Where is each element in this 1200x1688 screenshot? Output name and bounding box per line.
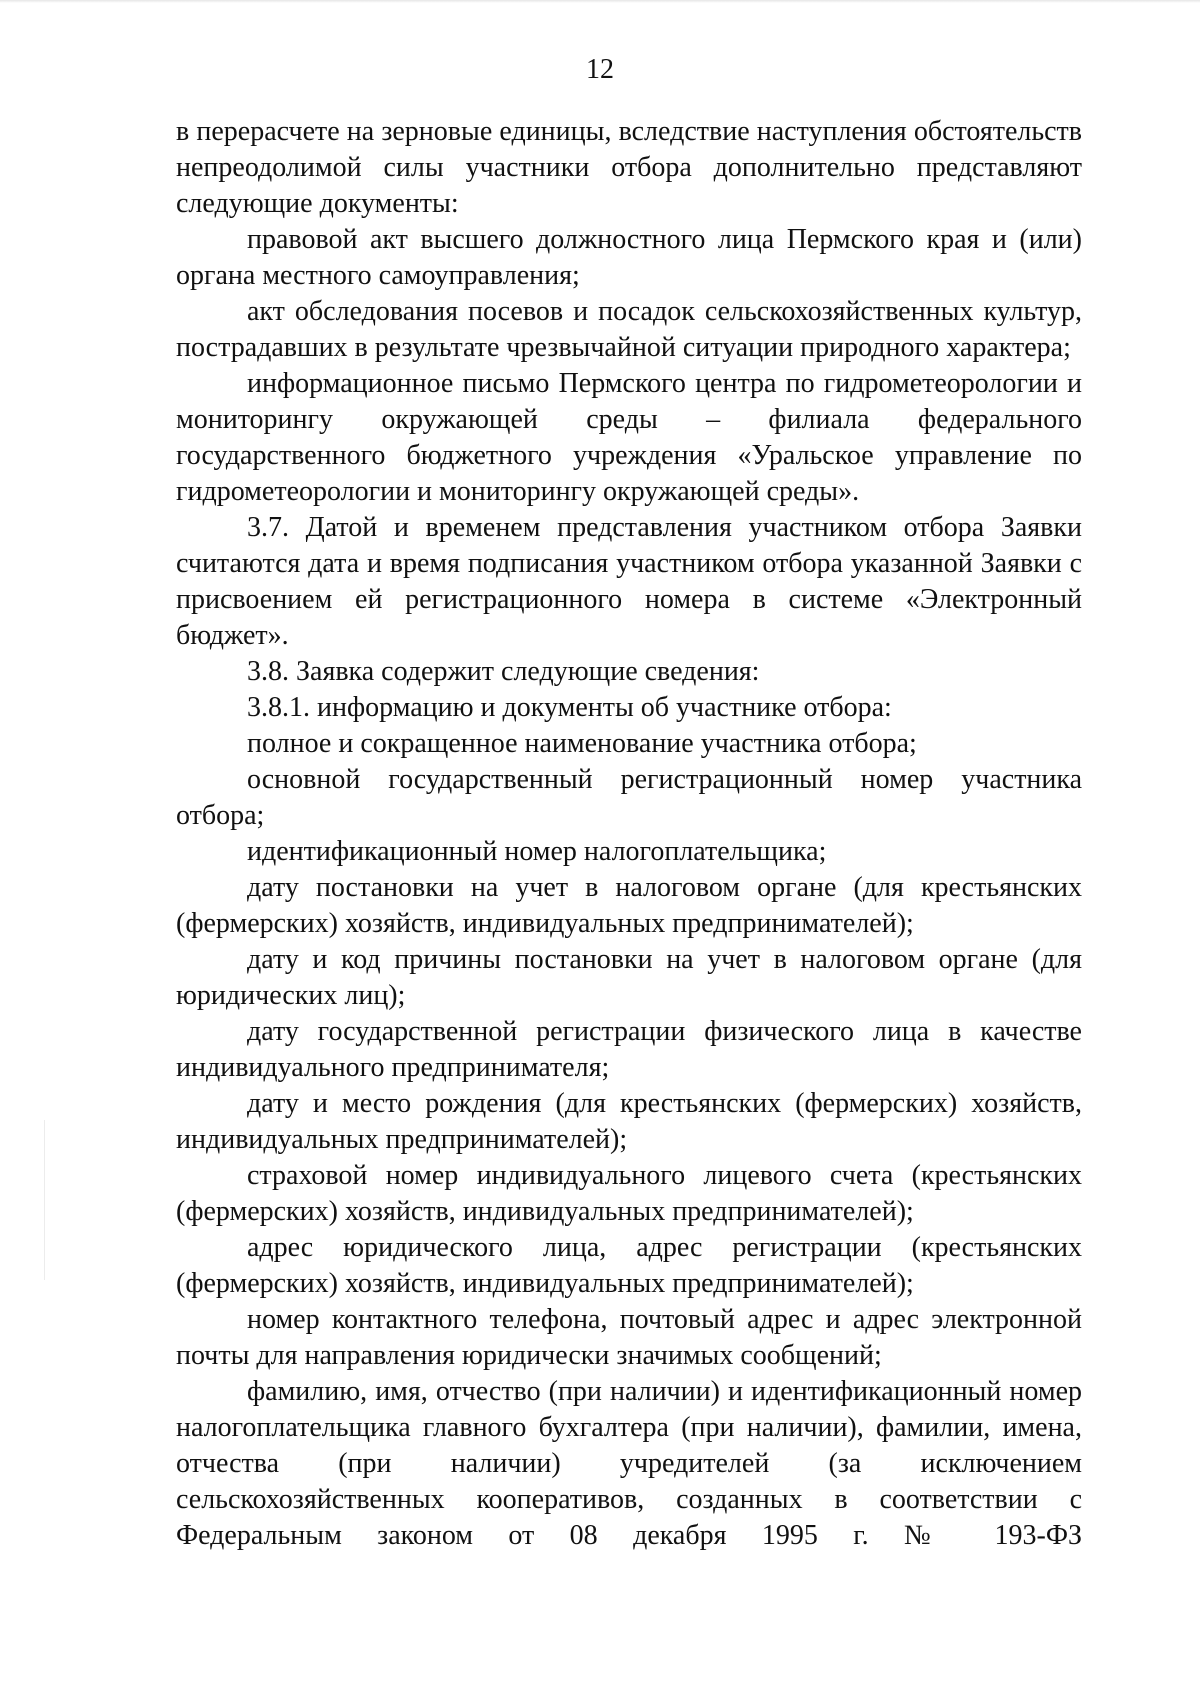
paragraph-3-8: 3.8. Заявка содержит следующие сведения: xyxy=(247,656,760,687)
list-item-full-name: полное и сокращенное наименование участника отбора; xyxy=(247,728,917,759)
list-item-contacts: номер контактного телефона, почтовый адрес и адрес электронной почты для направления юридически значимых сообщений; xyxy=(176,1304,1082,1371)
paragraph-info-letter: информационное письмо Пермского центра по гидрометеорологии и мониторингу окружающей среды – филиала федерального государственного бюджетного учреждения «Уральское управление по гидрометеорологии и мониторингу окружающей среды». xyxy=(176,368,1082,507)
document-body xyxy=(176,114,1082,1554)
paragraph-crop-survey-act: акт обследования посевов и посадок сельскохозяйственных культур, пострадавших в результате чрезвычайной ситуации природного характера; xyxy=(176,296,1082,363)
scan-top-edge xyxy=(0,0,1200,3)
list-item-entrepreneur-registration-date: дату государственной регистрации физического лица в качестве индивидуального предпринимателя; xyxy=(176,1016,1082,1083)
list-item-chief-accountant-founders: фамилию, имя, отчество (при наличии) и идентификационный номер налогоплательщика главного бухгалтера (при наличии), фамилии, имена, отчества (при наличии) учредителей (за исключением сельскохозяйственных кооперативов, созданных в соответствии с Федеральным законом от 08 декабря 1995 г. № 193-ФЗ xyxy=(176,1376,1082,1551)
scan-margin-mark xyxy=(44,1120,45,1280)
paragraph-3-8-1: 3.8.1. информацию и документы об участнике отбора: xyxy=(247,692,892,723)
list-item-snils: страховой номер индивидуального лицевого счета (крестьянских (фермерских) хозяйств, индивидуальных предпринимателей); xyxy=(176,1160,1082,1227)
list-item-kpp: дату и код причины постановки на учет в налоговом органе (для юридических лиц); xyxy=(176,944,1082,1011)
list-item-tax-registration-date: дату постановки на учет в налоговом органе (для крестьянских (фермерских) хозяйств, индивидуальных предпринимателей); xyxy=(176,872,1082,939)
list-item-ogrn: основной государственный регистрационный номер участника отбора; xyxy=(176,764,1082,831)
paragraph-legal-act: правовой акт высшего должностного лица Пермского края и (или) органа местного самоуправления; xyxy=(176,224,1082,291)
page-number: 12 xyxy=(586,54,614,85)
paragraph-3-7: 3.7. Датой и временем представления участником отбора Заявки считаются дата и время подписания участником отбора указанной Заявки с присвоением ей регистрационного номера в системе «Электронный бюджет». xyxy=(176,512,1082,651)
list-item-birth-date-place: дату и место рождения (для крестьянских (фермерских) хозяйств, индивидуальных предпринимателей); xyxy=(176,1088,1082,1155)
list-item-inn: идентификационный номер налогоплательщика; xyxy=(247,836,827,867)
paragraph-recalculation-intro: в перерасчете на зерновые единицы, вследствие наступления обстоятельств непреодолимой силы участники отбора дополнительно представляют следующие документы: xyxy=(176,116,1082,219)
list-item-address: адрес юридического лица, адрес регистрации (крестьянских (фермерских) хозяйств, индивидуальных предпринимателей); xyxy=(176,1232,1082,1299)
